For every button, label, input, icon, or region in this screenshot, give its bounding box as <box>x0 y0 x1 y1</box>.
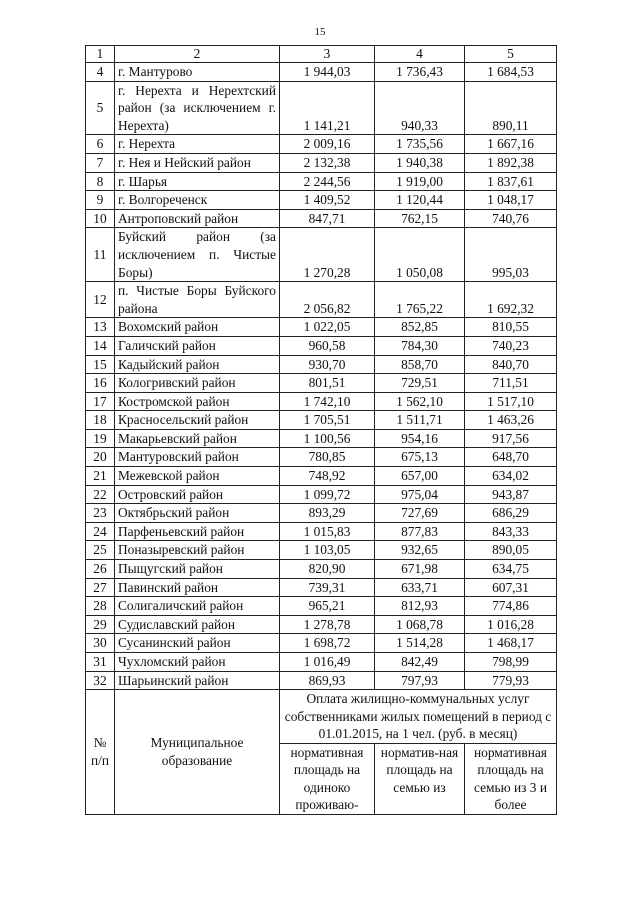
value-single: 1 742,10 <box>280 392 375 411</box>
value-family3: 1 892,38 <box>465 153 557 172</box>
table-row <box>86 560 557 579</box>
value-family2: 842,49 <box>375 653 465 672</box>
row-number: 22 <box>86 485 115 504</box>
value-family2: 1 765,22 <box>375 282 465 318</box>
municipality-name: Костромской район <box>115 392 280 411</box>
footer-sub-single: нормативная площадь на одиноко проживаю- <box>280 743 375 814</box>
value-family3: 943,87 <box>465 485 557 504</box>
value-family3: 711,51 <box>465 374 557 393</box>
table-row <box>86 63 557 82</box>
value-single: 1 016,49 <box>280 653 375 672</box>
footer-payment-header: Оплата жилищно-коммунальных услуг собственниками жилых помещений в период с 01.01.2015, на 1 чел. (руб. в месяц) <box>280 690 557 744</box>
table-row <box>86 411 557 430</box>
value-family3: 1 684,53 <box>465 63 557 82</box>
value-family2: 1 919,00 <box>375 172 465 191</box>
value-family2: 784,30 <box>375 336 465 355</box>
table-row <box>86 541 557 560</box>
row-number: 9 <box>86 191 115 210</box>
row-number: 16 <box>86 374 115 393</box>
row-number: 10 <box>86 209 115 228</box>
table-row <box>86 355 557 374</box>
table-row <box>86 318 557 337</box>
value-family2: 1 940,38 <box>375 153 465 172</box>
table-row <box>86 374 557 393</box>
value-family2: 727,69 <box>375 504 465 523</box>
table-row <box>86 135 557 154</box>
header-cell: 1 <box>86 46 115 63</box>
municipality-name: Солигаличский район <box>115 597 280 616</box>
table-row <box>86 578 557 597</box>
value-family3: 779,93 <box>465 671 557 690</box>
municipality-name: п. Чистые Боры Буйского района <box>115 282 280 318</box>
table-row <box>86 597 557 616</box>
value-single: 780,85 <box>280 448 375 467</box>
row-number: 11 <box>86 228 115 282</box>
value-family2: 657,00 <box>375 467 465 486</box>
municipality-name: Вохомский район <box>115 318 280 337</box>
table-row <box>86 615 557 634</box>
row-number: 14 <box>86 336 115 355</box>
value-family3: 890,05 <box>465 541 557 560</box>
value-family3: 1 016,28 <box>465 615 557 634</box>
municipality-name: Красносельский район <box>115 411 280 430</box>
municipality-name: Кологривский район <box>115 374 280 393</box>
row-number: 17 <box>86 392 115 411</box>
municipality-name: Пыщугский район <box>115 560 280 579</box>
value-family3: 840,70 <box>465 355 557 374</box>
value-family3: 774,86 <box>465 597 557 616</box>
header-row <box>86 46 557 63</box>
value-family2: 975,04 <box>375 485 465 504</box>
municipality-name: Межевской район <box>115 467 280 486</box>
municipality-name: Мантуровский район <box>115 448 280 467</box>
value-single: 1 698,72 <box>280 634 375 653</box>
table-row <box>86 81 557 135</box>
value-single: 1 100,56 <box>280 429 375 448</box>
value-family3: 995,03 <box>465 228 557 282</box>
value-single: 1 015,83 <box>280 522 375 541</box>
value-single: 1 409,52 <box>280 191 375 210</box>
value-single: 930,70 <box>280 355 375 374</box>
value-single: 1 270,28 <box>280 228 375 282</box>
value-single: 801,51 <box>280 374 375 393</box>
municipality-name: Галичский район <box>115 336 280 355</box>
table-row <box>86 653 557 672</box>
value-family2: 633,71 <box>375 578 465 597</box>
value-family3: 634,75 <box>465 560 557 579</box>
value-family3: 798,99 <box>465 653 557 672</box>
municipality-name: Островский район <box>115 485 280 504</box>
value-single: 748,92 <box>280 467 375 486</box>
row-number: 6 <box>86 135 115 154</box>
row-number: 28 <box>86 597 115 616</box>
value-family3: 740,76 <box>465 209 557 228</box>
row-number: 19 <box>86 429 115 448</box>
row-number: 27 <box>86 578 115 597</box>
municipality-name: Макарьевский район <box>115 429 280 448</box>
value-family2: 671,98 <box>375 560 465 579</box>
value-family3: 1 692,32 <box>465 282 557 318</box>
value-family3: 890,11 <box>465 81 557 135</box>
table-row <box>86 448 557 467</box>
value-family2: 1 562,10 <box>375 392 465 411</box>
value-family3: 686,29 <box>465 504 557 523</box>
row-number: 32 <box>86 671 115 690</box>
value-family2: 1 050,08 <box>375 228 465 282</box>
value-single: 1 099,72 <box>280 485 375 504</box>
municipality-name: г. Нерехта <box>115 135 280 154</box>
page-number: 15 <box>314 26 326 38</box>
value-single: 739,31 <box>280 578 375 597</box>
value-single: 1 103,05 <box>280 541 375 560</box>
footer-municipality-header: Муниципальное образование <box>115 690 280 815</box>
row-number: 5 <box>86 81 115 135</box>
table-row <box>86 228 557 282</box>
value-family2: 940,33 <box>375 81 465 135</box>
footer-num-header: № п/п <box>86 690 115 815</box>
footer-sub-family3: нормативная площадь на семью из 3 и более <box>465 743 557 814</box>
row-number: 8 <box>86 172 115 191</box>
value-single: 1 141,21 <box>280 81 375 135</box>
table-row <box>86 522 557 541</box>
value-family2: 1 068,78 <box>375 615 465 634</box>
value-single: 820,90 <box>280 560 375 579</box>
value-single: 1 022,05 <box>280 318 375 337</box>
value-family3: 607,31 <box>465 578 557 597</box>
value-family2: 877,83 <box>375 522 465 541</box>
value-family2: 812,93 <box>375 597 465 616</box>
table-row <box>86 485 557 504</box>
row-number: 7 <box>86 153 115 172</box>
value-single: 2 244,56 <box>280 172 375 191</box>
row-number: 29 <box>86 615 115 634</box>
value-single: 869,93 <box>280 671 375 690</box>
tariff-table <box>85 45 557 815</box>
row-number: 13 <box>86 318 115 337</box>
table-row <box>86 209 557 228</box>
value-family2: 1 511,71 <box>375 411 465 430</box>
municipality-name: Антроповский район <box>115 209 280 228</box>
table-row <box>86 153 557 172</box>
table-row <box>86 282 557 318</box>
municipality-name: Шарьинский район <box>115 671 280 690</box>
value-single: 1 278,78 <box>280 615 375 634</box>
municipality-name: г. Нея и Нейский район <box>115 153 280 172</box>
row-number: 21 <box>86 467 115 486</box>
value-family3: 1 837,61 <box>465 172 557 191</box>
header-cell: 5 <box>465 46 557 63</box>
municipality-name: Октябрьский район <box>115 504 280 523</box>
row-number: 26 <box>86 560 115 579</box>
municipality-name: Судиславский район <box>115 615 280 634</box>
value-single: 1 705,51 <box>280 411 375 430</box>
table-row <box>86 191 557 210</box>
value-family3: 843,33 <box>465 522 557 541</box>
row-number: 25 <box>86 541 115 560</box>
value-family2: 1 514,28 <box>375 634 465 653</box>
footer-header-row <box>86 690 557 744</box>
value-family3: 917,56 <box>465 429 557 448</box>
municipality-name: Павинский район <box>115 578 280 597</box>
municipality-name: Сусанинский район <box>115 634 280 653</box>
table-row <box>86 392 557 411</box>
value-family2: 858,70 <box>375 355 465 374</box>
table-row <box>86 172 557 191</box>
value-family2: 1 735,56 <box>375 135 465 154</box>
municipality-name: Буйский район (за исключением п. Чистые Боры) <box>115 228 280 282</box>
value-family2: 1 120,44 <box>375 191 465 210</box>
table-row <box>86 467 557 486</box>
municipality-name: Поназыревский район <box>115 541 280 560</box>
value-single: 2 132,38 <box>280 153 375 172</box>
row-number: 15 <box>86 355 115 374</box>
value-family2: 729,51 <box>375 374 465 393</box>
value-family3: 648,70 <box>465 448 557 467</box>
header-cell: 2 <box>115 46 280 63</box>
footer-sub-family2: норматив-ная площадь на семью из <box>375 743 465 814</box>
table-row <box>86 336 557 355</box>
value-family3: 634,02 <box>465 467 557 486</box>
municipality-name: Чухломский район <box>115 653 280 672</box>
value-family2: 797,93 <box>375 671 465 690</box>
row-number: 18 <box>86 411 115 430</box>
value-single: 965,21 <box>280 597 375 616</box>
value-family3: 1 468,17 <box>465 634 557 653</box>
municipality-name: г. Волгореченск <box>115 191 280 210</box>
municipality-name: Кадыйский район <box>115 355 280 374</box>
value-family2: 932,65 <box>375 541 465 560</box>
value-family3: 740,23 <box>465 336 557 355</box>
value-single: 847,71 <box>280 209 375 228</box>
row-number: 23 <box>86 504 115 523</box>
value-family2: 954,16 <box>375 429 465 448</box>
value-single: 2 009,16 <box>280 135 375 154</box>
header-cell: 3 <box>280 46 375 63</box>
row-number: 30 <box>86 634 115 653</box>
row-number: 4 <box>86 63 115 82</box>
table-row <box>86 504 557 523</box>
value-family2: 762,15 <box>375 209 465 228</box>
municipality-name: Парфеньевский район <box>115 522 280 541</box>
table-row <box>86 634 557 653</box>
value-family3: 1 667,16 <box>465 135 557 154</box>
row-number: 12 <box>86 282 115 318</box>
value-family2: 852,85 <box>375 318 465 337</box>
table-row <box>86 429 557 448</box>
value-family3: 1 463,26 <box>465 411 557 430</box>
row-number: 24 <box>86 522 115 541</box>
value-family2: 675,13 <box>375 448 465 467</box>
municipality-name: г. Нерехта и Нерехтский район (за исключением г. Нерехта) <box>115 81 280 135</box>
row-number: 31 <box>86 653 115 672</box>
value-family3: 1 048,17 <box>465 191 557 210</box>
value-family3: 1 517,10 <box>465 392 557 411</box>
header-cell: 4 <box>375 46 465 63</box>
value-single: 893,29 <box>280 504 375 523</box>
value-single: 1 944,03 <box>280 63 375 82</box>
value-family2: 1 736,43 <box>375 63 465 82</box>
value-single: 960,58 <box>280 336 375 355</box>
value-single: 2 056,82 <box>280 282 375 318</box>
table-row <box>86 671 557 690</box>
municipality-name: г. Мантурово <box>115 63 280 82</box>
municipality-name: г. Шарья <box>115 172 280 191</box>
row-number: 20 <box>86 448 115 467</box>
value-family3: 810,55 <box>465 318 557 337</box>
